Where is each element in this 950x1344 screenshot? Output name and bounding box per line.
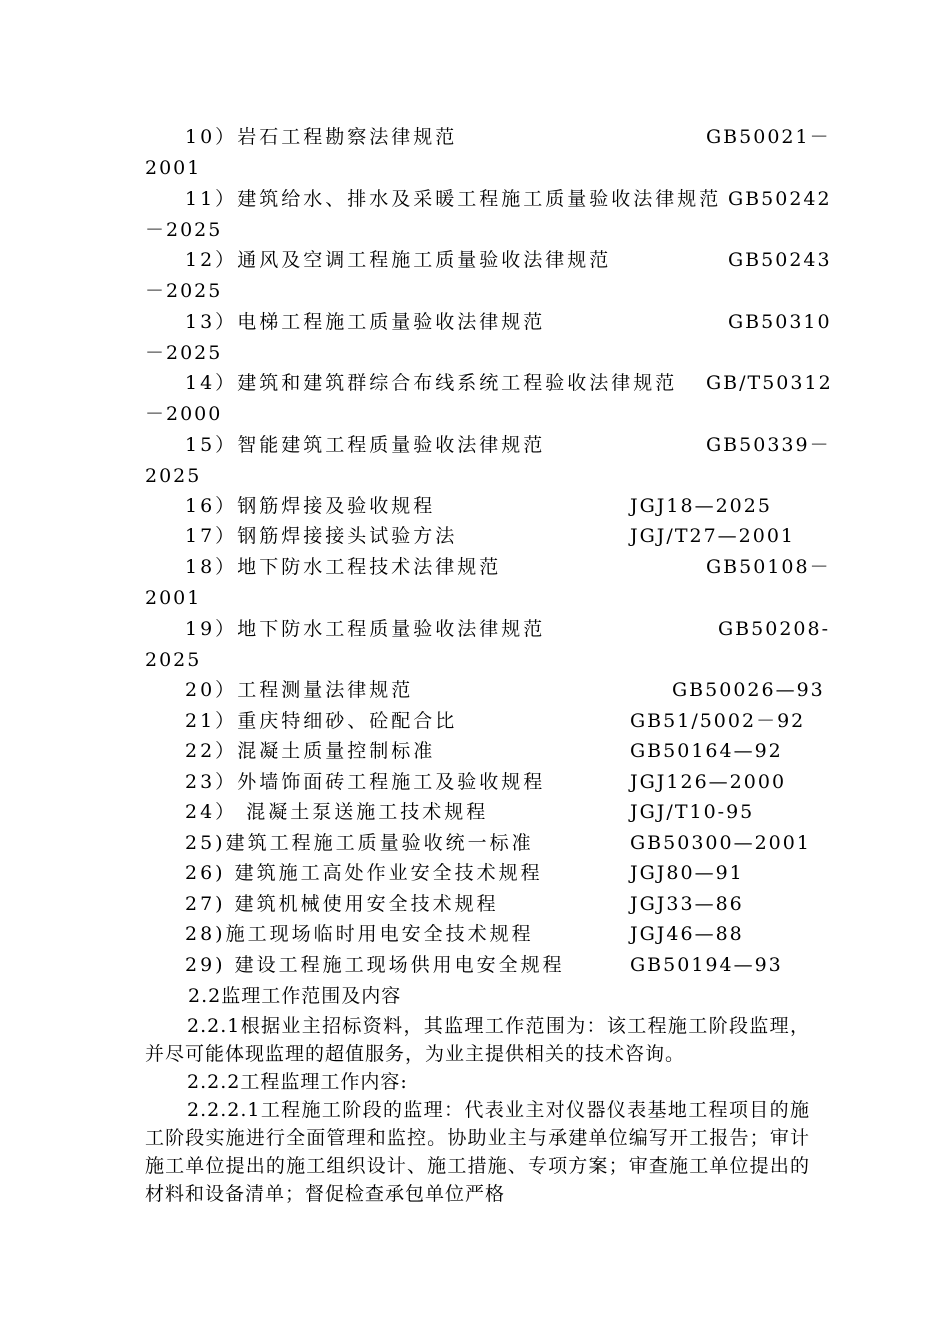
reference-number: 27) — [185, 893, 235, 915]
reference-number: 15） — [185, 434, 238, 456]
reference-code: GB50194—93 — [630, 954, 783, 976]
reference-number: 18） — [185, 556, 238, 578]
reference-code: JGJ/T27—2001 — [630, 525, 796, 547]
reference-title — [185, 184, 721, 214]
reference-title-text: 建筑机械使用安全技术规程 — [234, 893, 499, 915]
reference-code: JGJ126—2000 — [630, 771, 787, 793]
reference-number: 17） — [185, 525, 238, 547]
reference-code: GB50310 — [728, 311, 832, 333]
reference-title-text: 地下防水工程技术法律规范 — [237, 556, 502, 578]
reference-title-text: 智能建筑工程质量验收法律规范 — [237, 434, 546, 456]
reference-code: GB/T50312 — [706, 372, 833, 394]
reference-title — [185, 706, 457, 736]
reference-code-continuation: －2025 — [145, 280, 223, 302]
reference-title — [185, 767, 545, 797]
reference-number: 11） — [185, 188, 238, 210]
reference-title — [185, 675, 413, 705]
reference-code-continuation: －2025 — [145, 219, 223, 241]
reference-number: 23） — [185, 771, 238, 793]
reference-number: 21） — [185, 710, 238, 732]
reference-title-text: 重庆特细砂、砼配合比 — [237, 710, 458, 732]
reference-code-continuation: 2025 — [145, 465, 202, 487]
reference-title — [185, 552, 501, 582]
reference-number: 16） — [185, 495, 238, 517]
reference-title-text: 工程测量法律规范 — [237, 679, 414, 701]
scope-paragraph: 2.2.1根据业主招标资料，其监理工作范围为：该工程施工阶段监理，并尽可能体现监理的超值服务，为业主提供相关的技术咨询。 — [145, 1015, 810, 1065]
reference-title — [185, 122, 457, 152]
reference-code: GB50026—93 — [672, 679, 825, 701]
reference-title — [185, 858, 543, 888]
reference-number: 22） — [185, 740, 238, 762]
reference-title — [185, 828, 534, 858]
reference-title-text: 岩石工程勘察法律规范 — [237, 126, 458, 148]
reference-title — [185, 245, 611, 275]
reference-code: GB50242 — [728, 188, 832, 210]
reference-title-text: 混凝土泵送施工技术规程 — [237, 801, 489, 823]
reference-title-text: 建筑施工高处作业安全技术规程 — [234, 862, 543, 884]
reference-number: 28) — [185, 923, 226, 945]
reference-title — [185, 491, 435, 521]
reference-title — [185, 950, 565, 980]
reference-title-text: 建设工程施工现场供用电安全规程 — [234, 954, 565, 976]
reference-title-text: 建筑工程施工质量验收统一标准 — [225, 832, 534, 854]
reference-code: GB51/5002－92 — [630, 710, 806, 732]
reference-code: JGJ33—86 — [630, 893, 744, 915]
content-heading: 2.2.2工程监理工作内容: — [187, 1071, 408, 1093]
reference-code: GB50339－ — [706, 434, 831, 456]
reference-title-text: 钢筋焊接及验收规程 — [237, 495, 436, 517]
reference-code-continuation: －2000 — [145, 403, 223, 425]
reference-number: 19） — [185, 618, 238, 640]
reference-code: GB50243 — [728, 249, 832, 271]
reference-title — [185, 797, 488, 827]
reference-title-text: 建筑和建筑群综合布线系统工程验收法律规范 — [237, 372, 678, 394]
reference-title-text: 通风及空调工程施工质量验收法律规范 — [237, 249, 612, 271]
reference-title-text: 混凝土质量控制标准 — [237, 740, 436, 762]
reference-code-continuation: 2025 — [145, 649, 202, 671]
reference-number: 26) — [185, 862, 235, 884]
reference-title-text: 地下防水工程质量验收法律规范 — [237, 618, 546, 640]
reference-title — [185, 521, 457, 551]
reference-code: GB50300—2001 — [630, 832, 811, 854]
reference-code: GB50108－ — [706, 556, 831, 578]
reference-title — [185, 736, 435, 766]
section-heading: 2.2监理工作范围及内容 — [188, 985, 402, 1007]
reference-code: GB50021－ — [706, 126, 831, 148]
reference-code: JGJ18—2025 — [630, 495, 772, 517]
construction-stage-paragraph: 2.2.2.1工程施工阶段的监理：代表业主对仪器仪表基地工程项目的施工阶段实施进行全面管理和监控。协助业主与承建单位编写开工报告；审计施工单位提出的施工组织设计、施工措施、专项方案；审查施工单位提出的材料和设备清单；督促检查承包单位严格 — [145, 1099, 810, 1205]
reference-number: 10） — [185, 126, 238, 148]
reference-title-text: 电梯工程施工质量验收法律规范 — [237, 311, 546, 333]
reference-code-continuation: 2001 — [145, 587, 202, 609]
reference-code: JGJ/T10-95 — [630, 801, 755, 823]
reference-code-continuation: 2001 — [145, 157, 202, 179]
reference-title — [185, 307, 545, 337]
reference-number: 13） — [185, 311, 238, 333]
reference-code: JGJ80—91 — [630, 862, 744, 884]
reference-code: JGJ46—88 — [630, 923, 744, 945]
reference-title-text: 钢筋焊接接头试验方法 — [237, 525, 458, 547]
reference-code: GB50208- — [718, 618, 831, 640]
reference-title — [185, 430, 545, 460]
reference-title-text: 建筑给水、排水及采暖工程施工质量验收法律规范 — [237, 188, 722, 210]
reference-number: 12） — [185, 249, 238, 271]
reference-title-text: 外墙饰面砖工程施工及验收规程 — [237, 771, 546, 793]
reference-number: 14） — [185, 372, 238, 394]
reference-number: 24） — [185, 801, 238, 823]
reference-number: 20） — [185, 679, 238, 701]
reference-title-text: 施工现场临时用电安全技术规程 — [225, 923, 534, 945]
reference-code: GB50164—92 — [630, 740, 783, 762]
reference-title — [185, 368, 677, 398]
reference-title — [185, 889, 499, 919]
reference-code-continuation: －2025 — [145, 342, 223, 364]
reference-title — [185, 614, 545, 644]
reference-number: 29) — [185, 954, 235, 976]
section-body — [145, 1012, 810, 1208]
reference-number: 25) — [185, 832, 226, 854]
reference-title — [185, 919, 534, 949]
